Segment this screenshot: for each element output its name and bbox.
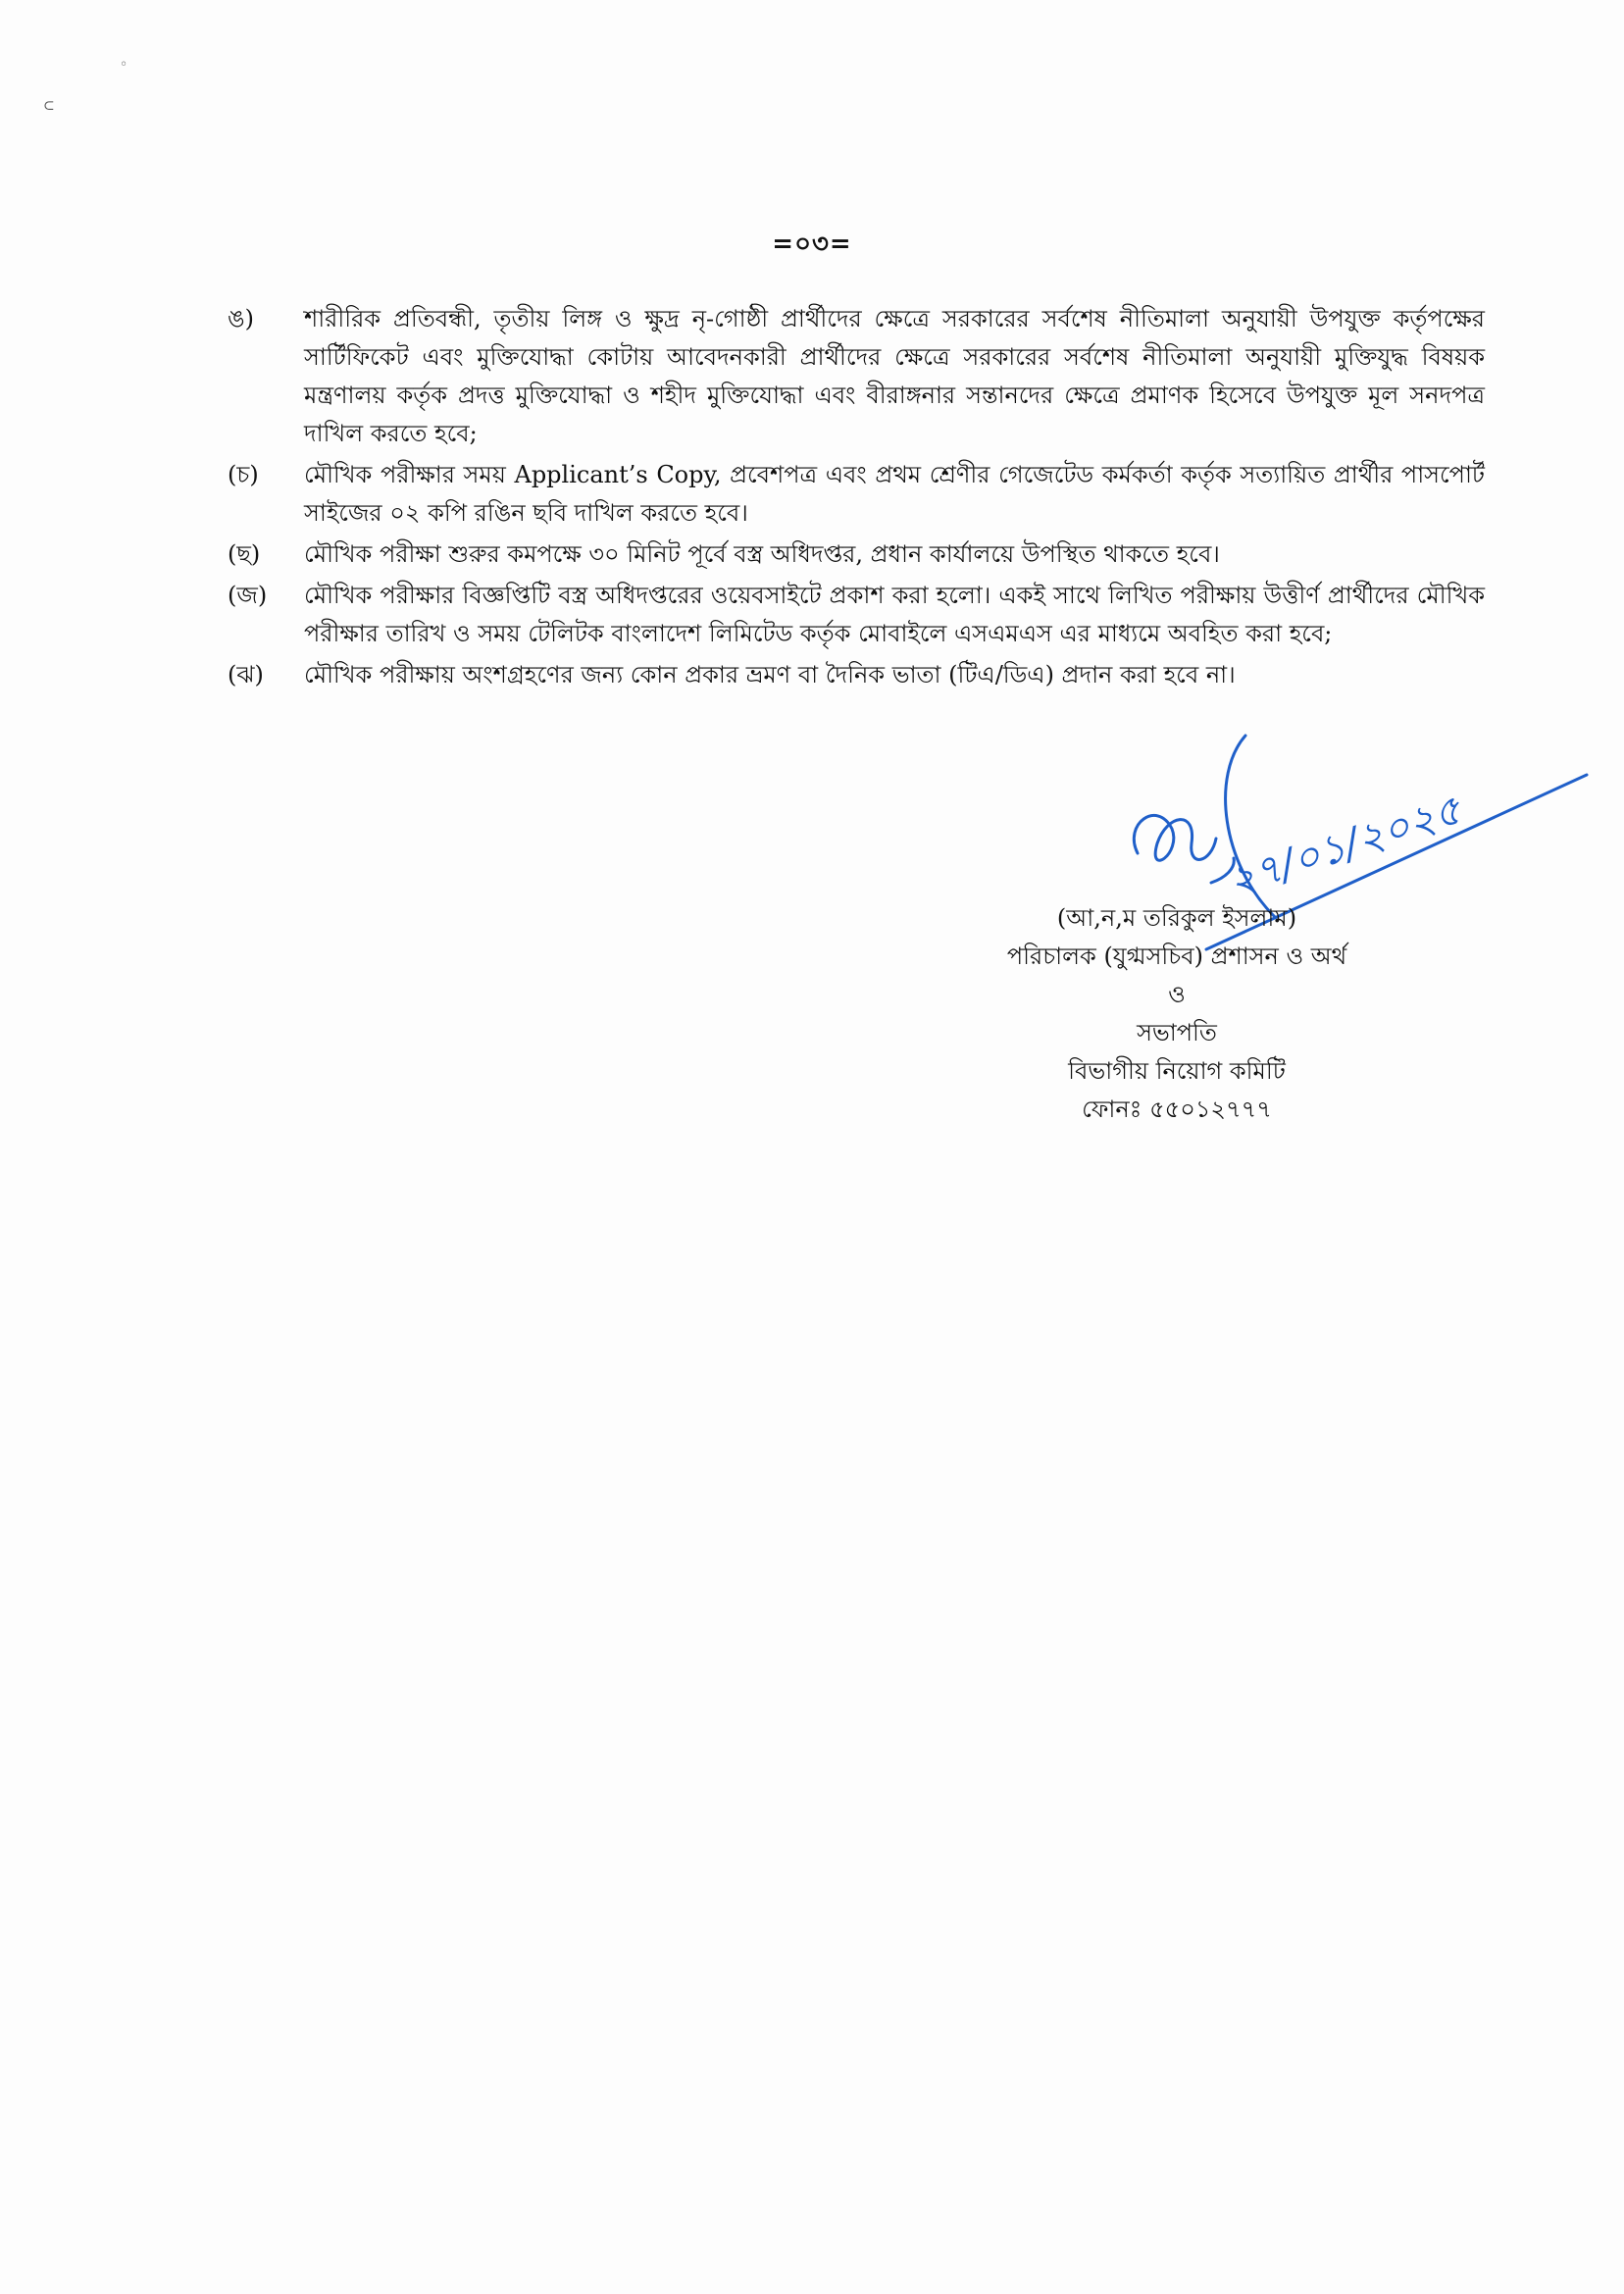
signature-initials-stroke [1134, 815, 1216, 860]
signatory-name: (আ,ন,ম তরিকুল ইসলাম) [1056, 904, 1297, 932]
clause-item [228, 656, 1485, 694]
clause-item [228, 300, 1485, 453]
clause-text: মৌখিক পরীক্ষায় অংশগ্রহণের জন্য কোন প্রকার ভ্রমণ বা দৈনিক ভাতা (টিএ/ডিএ) প্রদান করা হবে না। [304, 661, 1236, 688]
clause-marker: (ছ) [228, 540, 261, 568]
clause-text: মৌখিক পরীক্ষা শুরুর কমপক্ষে ৩০ মিনিট পূর্বে বস্ত্র অধিদপ্তর, প্রধান কার্যালয়ে উপস্থিত থাকতে হবে। [304, 540, 1220, 568]
page-number: =০৩= [772, 229, 852, 259]
handwritten-date: ২৭/০১/২০২৫ [1222, 785, 1467, 906]
committee-name: বিভাগীয় নিয়োগ কমিটি [1068, 1057, 1286, 1085]
scan-artifact-mark: ⊂ [43, 98, 55, 114]
clause-list [228, 300, 1485, 697]
contact-phone: ফোনঃ ৫৫০১২৭৭৭ [1082, 1096, 1272, 1123]
scan-artifact-mark: ◦ [120, 57, 128, 73]
clause-marker: (ঝ) [228, 661, 264, 688]
signatory-designation: পরিচালক (যুগ্মসচিব) প্রশাসন ও অর্থ [1006, 943, 1347, 970]
clause-marker: ঙ) [228, 305, 254, 332]
signatory-role: সভাপতি [1137, 1019, 1217, 1046]
clause-marker: (জ) [228, 582, 268, 609]
clause-text: মৌখিক পরীক্ষার বিজ্ঞপ্তিটি বস্ত্র অধিদপ্তরের ওয়েবসাইটে প্রকাশ করা হলো। একই সাথে লিখিত পরীক্ষায় উত্তীর্ণ প্রার্থীদের মৌখিক পরীক্ষার তারিখ ও সময় টেলিটক বাংলাদেশ লিমিটেড কর্তৃক মোবাইলে এসএমএস এর মাধ্যমে অবহিত করা হবে; [304, 582, 1485, 647]
clause-item [228, 456, 1485, 533]
signature-block [941, 899, 1412, 1129]
clause-text: মৌখিক পরীক্ষার সময় Applicant’s Copy, প্রবেশপত্র এবং প্রথম শ্রেণীর গেজেটেড কর্মকর্তা কর্তৃক সত্যায়িত প্রার্থীর পাসপোর্ট সাইজের ০২ কপি রঙিন ছবি দাখিল করতে হবে। [304, 461, 1485, 527]
clause-marker: (চ) [228, 461, 259, 488]
clause-item [228, 535, 1485, 574]
clause-item [228, 577, 1485, 653]
clause-text: শারীরিক প্রতিবন্ধী, তৃতীয় লিঙ্গ ও ক্ষুদ্র নৃ-গোষ্ঠী প্রার্থীদের ক্ষেত্রে সরকারের সর্বশেষ নীতিমালা অনুযায়ী উপযুক্ত কর্তৃপক্ষের সার্টিফিকেট এবং মুক্তিযোদ্ধা কোটায় আবেদনকারী প্রার্থীদের ক্ষেত্রে সরকারের সর্বশেষ নীতিমালা অনুযায়ী মুক্তিযুদ্ধ বিষয়ক মন্ত্রণালয় কর্তৃক প্রদত্ত মুক্তিযোদ্ধা ও শহীদ মুক্তিযোদ্ধা এবং বীরাঙ্গনার সন্তানদের ক্ষেত্রে প্রমাণক হিসেবে উপযুক্ত মূল সনদপত্র দাখিল করতে হবে; [304, 305, 1485, 447]
signatory-conjunction: ও [1168, 981, 1186, 1008]
